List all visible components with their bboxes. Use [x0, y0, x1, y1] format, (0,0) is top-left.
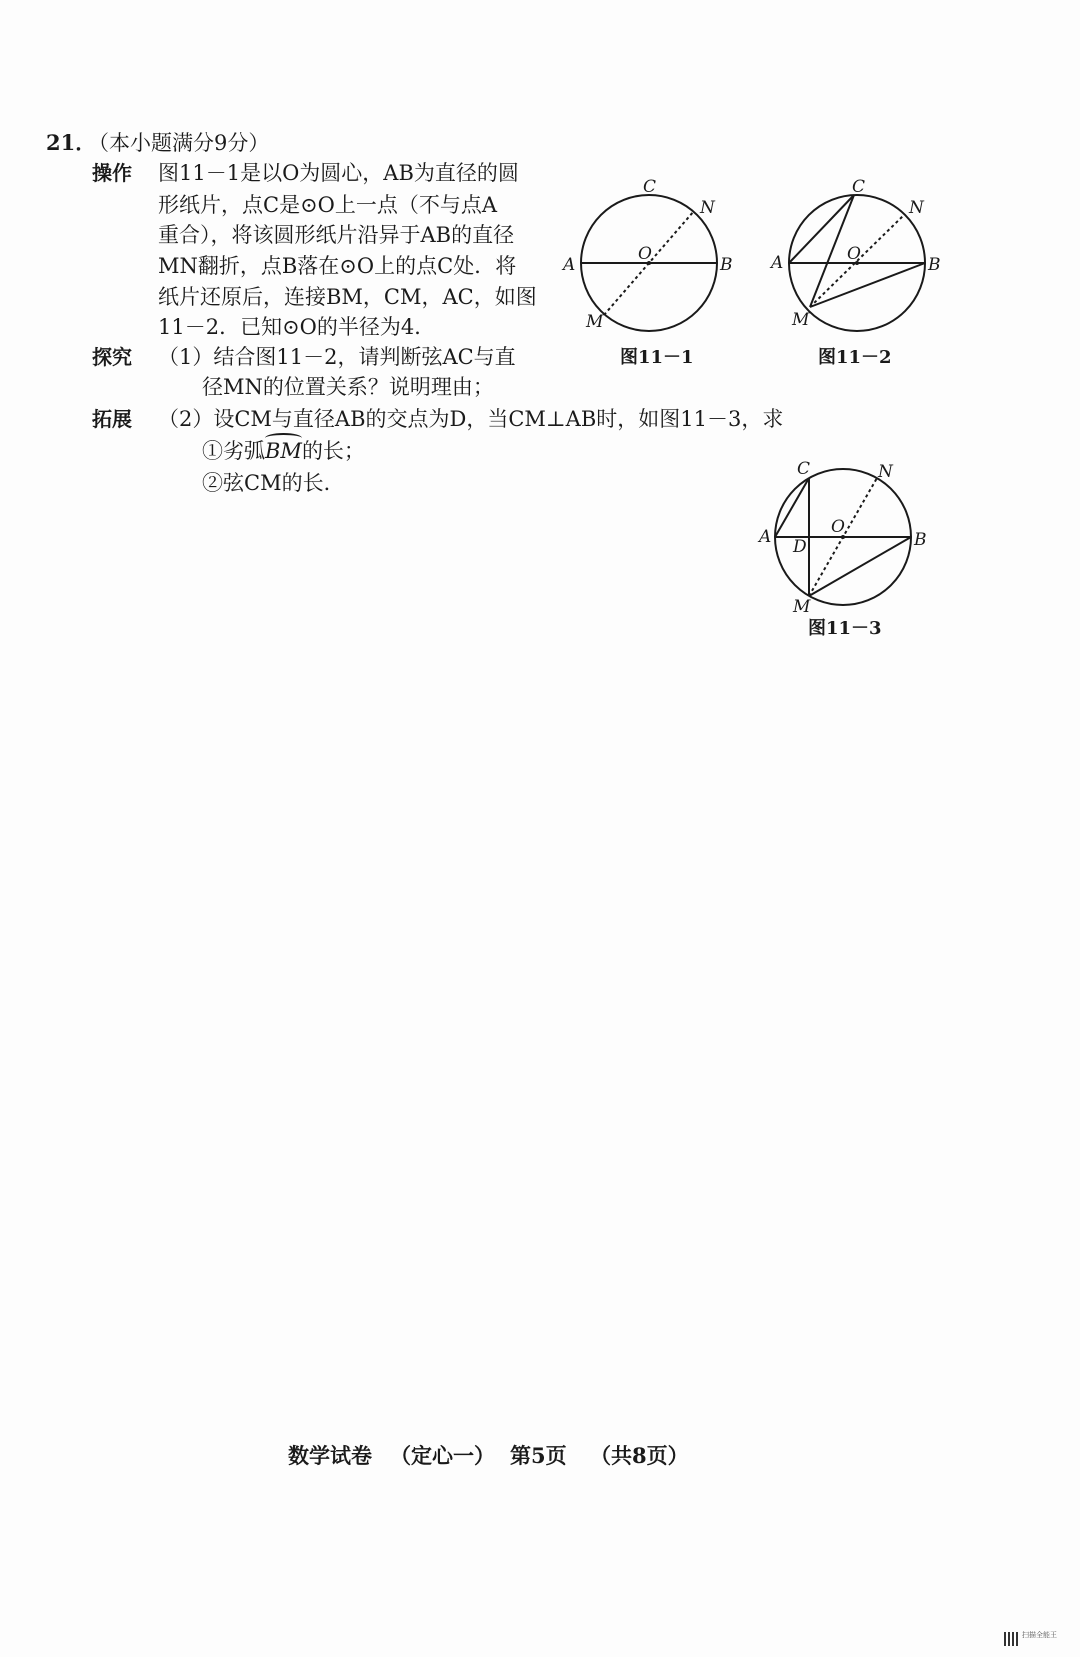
figure-11-1 [560, 178, 740, 338]
label-m: M [792, 310, 810, 330]
label-c: C [852, 177, 866, 197]
operation-line-5: 纸片还原后，连接BM，CM，AC，如图 [158, 285, 537, 309]
footer-total: （共8页） [590, 1443, 689, 1468]
label-n: N [878, 462, 893, 482]
figure-11-3 [755, 455, 935, 615]
chord-bm [810, 263, 925, 307]
label-d: D [793, 537, 807, 557]
question-number: 21． [46, 130, 97, 155]
label-o: O [831, 517, 845, 537]
explore-label: 探究 [92, 345, 132, 369]
extend-line: （2）设CM与直径AB的交点为D，当CM⊥AB时，如图11－3，求 [158, 407, 784, 431]
label-b: B [720, 255, 733, 275]
sub1-prefix: ①劣弧 [202, 439, 265, 463]
footer-subject: 数学试卷 [288, 1443, 372, 1468]
question-header: （本小题满分9分） [88, 131, 270, 155]
extend-label: 拓展 [92, 407, 132, 431]
label-a: A [759, 527, 772, 547]
explore-line-2: 径MN的位置关系？说明理由； [202, 375, 494, 399]
label-m: M [793, 597, 811, 617]
operation-line-4: MN翻折，点B落在⊙O上的点C处．将 [158, 254, 517, 278]
label-b: B [914, 530, 927, 550]
footer-edition: （定心一） [390, 1443, 495, 1468]
label-o: O [847, 244, 861, 264]
caption-11-1: 图11－1 [620, 347, 694, 368]
label-n: N [909, 198, 924, 218]
label-c: C [797, 459, 811, 479]
operation-line-6: 11－2．已知⊙O的半径为4． [158, 315, 436, 339]
caption-11-3: 图11－3 [808, 618, 882, 639]
footer-page: 第5页 [510, 1443, 567, 1468]
label-c: C [643, 177, 657, 197]
scanner-watermark: 扫描全能王 [1022, 1631, 1057, 1639]
operation-line-3: 重合），将该圆形纸片沿异于AB的直径 [158, 223, 515, 247]
label-m: M [586, 312, 604, 332]
label-o: O [638, 244, 652, 264]
label-n: N [700, 198, 715, 218]
operation-line-1: 图11－1是以O为圆心，AB为直径的圆 [158, 161, 519, 185]
operation-line-2: 形纸片，点C是⊙O上一点（不与点A [158, 193, 498, 217]
caption-11-2: 图11－2 [818, 347, 892, 368]
chord-ac [775, 478, 809, 537]
chord-bm [809, 537, 911, 596]
label-a: A [563, 255, 576, 275]
qr-code-icon [1004, 1632, 1018, 1646]
sub-question-2: ②弦CM的长． [202, 471, 345, 495]
label-b: B [928, 255, 941, 275]
operation-label: 操作 [92, 161, 132, 185]
explore-line-1: （1）结合图11－2，请判断弦AC与直 [158, 345, 516, 369]
sub1-suffix: 的长； [301, 439, 365, 463]
arc-bm: BM [265, 436, 302, 466]
figure-11-2 [768, 178, 948, 338]
sub-question-1 [202, 436, 365, 466]
label-a: A [771, 253, 784, 273]
